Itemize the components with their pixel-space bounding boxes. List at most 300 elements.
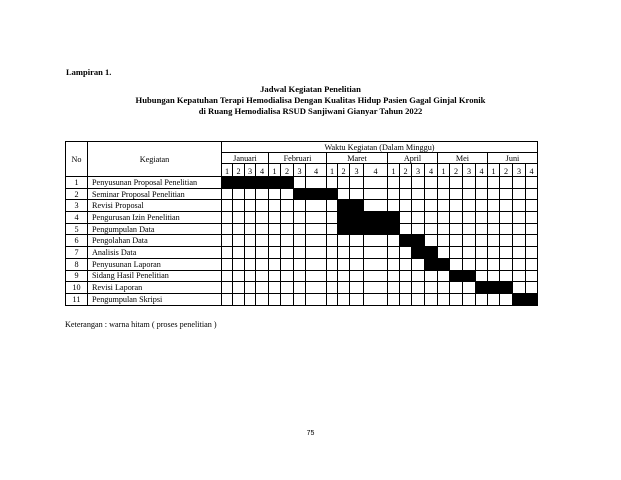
gantt-cell-filled — [488, 282, 500, 294]
gantt-cell — [281, 200, 294, 212]
gantt-cell — [327, 200, 338, 212]
gantt-cell — [294, 270, 306, 282]
gantt-cell-filled — [233, 177, 245, 189]
gantt-cell — [388, 258, 400, 270]
gantt-cell — [438, 223, 450, 235]
gantt-cell — [476, 293, 488, 305]
gantt-cell — [364, 200, 388, 212]
row-number: 8 — [66, 258, 88, 270]
header-week: 2 — [281, 164, 294, 177]
gantt-cell — [400, 177, 412, 189]
gantt-cell — [256, 188, 269, 200]
gantt-cell — [513, 223, 526, 235]
header-week: 3 — [513, 164, 526, 177]
gantt-cell-filled — [425, 258, 438, 270]
gantt-cell — [269, 223, 281, 235]
gantt-cell — [388, 188, 400, 200]
gantt-cell — [526, 282, 538, 294]
gantt-cell — [256, 258, 269, 270]
gantt-cell — [450, 212, 463, 224]
gantt-cell — [364, 282, 388, 294]
gantt-cell — [256, 247, 269, 259]
gantt-cell — [412, 293, 425, 305]
gantt-cell — [500, 270, 513, 282]
gantt-cell-filled — [526, 293, 538, 305]
gantt-cell-filled — [338, 212, 350, 224]
gantt-cell — [388, 270, 400, 282]
gantt-cell — [425, 177, 438, 189]
row-number: 9 — [66, 270, 88, 282]
gantt-cell — [438, 200, 450, 212]
gantt-cell — [306, 282, 327, 294]
gantt-cell — [400, 293, 412, 305]
gantt-cell — [412, 258, 425, 270]
gantt-cell — [450, 235, 463, 247]
header-week: 3 — [412, 164, 425, 177]
header-no: No — [66, 142, 88, 177]
gantt-cell — [294, 223, 306, 235]
gantt-cell — [306, 235, 327, 247]
gantt-cell — [233, 270, 245, 282]
gantt-cell — [476, 235, 488, 247]
gantt-cell — [256, 235, 269, 247]
gantt-cell — [513, 200, 526, 212]
gantt-cell — [463, 282, 476, 294]
row-number: 7 — [66, 247, 88, 259]
gantt-cell-filled — [294, 188, 306, 200]
gantt-cell — [476, 247, 488, 259]
gantt-cell — [338, 270, 350, 282]
gantt-cell — [306, 223, 327, 235]
gantt-cell-filled — [350, 212, 364, 224]
gantt-cell — [294, 293, 306, 305]
gantt-cell — [327, 235, 338, 247]
gantt-cell — [350, 282, 364, 294]
gantt-cell — [513, 247, 526, 259]
gantt-cell — [500, 293, 513, 305]
gantt-cell — [233, 235, 245, 247]
gantt-cell-filled — [388, 223, 400, 235]
gantt-cell — [269, 293, 281, 305]
header-week: 4 — [306, 164, 327, 177]
gantt-cell — [245, 270, 256, 282]
gantt-cell — [526, 258, 538, 270]
gantt-cell — [294, 247, 306, 259]
gantt-cell — [438, 235, 450, 247]
gantt-cell — [425, 270, 438, 282]
gantt-cell — [327, 270, 338, 282]
gantt-cell — [513, 212, 526, 224]
header-week: 4 — [425, 164, 438, 177]
gantt-cell — [233, 247, 245, 259]
gantt-cell-filled — [450, 270, 463, 282]
gantt-cell-filled — [388, 212, 400, 224]
gantt-cell — [281, 235, 294, 247]
gantt-cell-filled — [338, 223, 350, 235]
gantt-cell — [400, 282, 412, 294]
gantt-cell — [450, 258, 463, 270]
gantt-cell — [500, 188, 513, 200]
header-week: 3 — [294, 164, 306, 177]
gantt-cell — [412, 212, 425, 224]
header-week: 2 — [450, 164, 463, 177]
gantt-cell — [245, 293, 256, 305]
gantt-cell — [450, 188, 463, 200]
gantt-cell — [526, 223, 538, 235]
gantt-cell — [425, 235, 438, 247]
row-activity: Revisi Laporan — [88, 282, 222, 294]
gantt-cell — [388, 177, 400, 189]
header-month: Mei — [438, 153, 488, 164]
gantt-cell — [438, 247, 450, 259]
gantt-cell — [350, 293, 364, 305]
gantt-cell — [222, 212, 233, 224]
gantt-cell — [233, 282, 245, 294]
gantt-cell-filled — [425, 247, 438, 259]
table-row — [66, 258, 538, 270]
gantt-cell — [388, 247, 400, 259]
gantt-cell — [306, 293, 327, 305]
gantt-cell — [438, 293, 450, 305]
gantt-cell — [327, 293, 338, 305]
gantt-cell-filled — [500, 282, 513, 294]
row-activity: Penyusunan Laporan — [88, 258, 222, 270]
gantt-cell — [350, 247, 364, 259]
row-number: 10 — [66, 282, 88, 294]
table-row — [66, 270, 538, 282]
gantt-cell — [438, 177, 450, 189]
gantt-cell — [256, 223, 269, 235]
gantt-cell — [412, 282, 425, 294]
gantt-cell — [438, 282, 450, 294]
gantt-cell — [245, 200, 256, 212]
row-activity: Analisis Data — [88, 247, 222, 259]
gantt-cell — [233, 188, 245, 200]
gantt-cell — [463, 212, 476, 224]
gantt-cell — [350, 258, 364, 270]
table-row — [66, 293, 538, 305]
gantt-cell — [245, 223, 256, 235]
table-row — [66, 235, 538, 247]
gantt-cell — [476, 212, 488, 224]
gantt-cell — [245, 247, 256, 259]
gantt-cell — [364, 235, 388, 247]
row-activity: Sidang Hasil Penelitian — [88, 270, 222, 282]
table-row — [66, 247, 538, 259]
gantt-cell — [338, 235, 350, 247]
gantt-cell — [488, 188, 500, 200]
row-activity: Pengumpulan Data — [88, 223, 222, 235]
gantt-cell — [500, 200, 513, 212]
document-title — [0, 84, 621, 117]
gantt-cell — [222, 247, 233, 259]
gantt-cell-filled — [412, 247, 425, 259]
gantt-cell — [513, 177, 526, 189]
gantt-cell — [388, 282, 400, 294]
gantt-cell — [412, 177, 425, 189]
gantt-cell — [364, 270, 388, 282]
gantt-cell — [400, 223, 412, 235]
gantt-cell — [350, 188, 364, 200]
gantt-cell — [526, 247, 538, 259]
gantt-cell — [450, 247, 463, 259]
gantt-cell — [281, 282, 294, 294]
gantt-cell — [222, 223, 233, 235]
gantt-cell — [476, 188, 488, 200]
row-number: 4 — [66, 212, 88, 224]
gantt-cell — [233, 223, 245, 235]
header-week: 4 — [364, 164, 388, 177]
header-week: 1 — [438, 164, 450, 177]
gantt-cell — [294, 177, 306, 189]
gantt-cell — [338, 188, 350, 200]
header-week: 1 — [327, 164, 338, 177]
gantt-cell — [364, 177, 388, 189]
gantt-cell-filled — [338, 200, 350, 212]
header-week: 2 — [338, 164, 350, 177]
gantt-cell — [450, 177, 463, 189]
gantt-cell — [425, 212, 438, 224]
gantt-cell — [463, 188, 476, 200]
gantt-cell — [281, 223, 294, 235]
gantt-cell — [338, 258, 350, 270]
gantt-cell — [269, 247, 281, 259]
gantt-cell — [256, 200, 269, 212]
gantt-cell — [450, 223, 463, 235]
gantt-cell — [438, 188, 450, 200]
gantt-cell — [222, 282, 233, 294]
gantt-cell — [476, 270, 488, 282]
gantt-cell — [364, 247, 388, 259]
gantt-cell-filled — [256, 177, 269, 189]
gantt-cell — [500, 177, 513, 189]
gantt-cell — [338, 282, 350, 294]
gantt-cell — [513, 270, 526, 282]
gantt-cell — [388, 235, 400, 247]
gantt-cell — [327, 212, 338, 224]
gantt-cell — [269, 235, 281, 247]
gantt-cell — [400, 247, 412, 259]
gantt-cell — [327, 247, 338, 259]
gantt-cell — [463, 200, 476, 212]
gantt-cell — [526, 212, 538, 224]
gantt-cell — [256, 293, 269, 305]
gantt-cell — [350, 270, 364, 282]
gantt-cell — [233, 258, 245, 270]
gantt-cell — [500, 247, 513, 259]
header-week: 1 — [269, 164, 281, 177]
header-week: 1 — [388, 164, 400, 177]
gantt-cell — [222, 235, 233, 247]
gantt-cell — [425, 200, 438, 212]
gantt-cell — [463, 258, 476, 270]
header-week: 2 — [233, 164, 245, 177]
header-month: Juni — [488, 153, 538, 164]
header-week: 4 — [476, 164, 488, 177]
gantt-cell-filled — [400, 235, 412, 247]
gantt-cell-filled — [350, 200, 364, 212]
gantt-cell — [233, 293, 245, 305]
row-number: 2 — [66, 188, 88, 200]
row-activity: Penyusunan Proposal Penelitian — [88, 177, 222, 189]
gantt-cell — [463, 223, 476, 235]
row-activity: Pengolahan Data — [88, 235, 222, 247]
table-row — [66, 223, 538, 235]
gantt-cell — [245, 235, 256, 247]
header-week: 4 — [256, 164, 269, 177]
gantt-cell — [526, 270, 538, 282]
header-month: Januari — [222, 153, 269, 164]
gantt-cell — [488, 200, 500, 212]
gantt-cell — [350, 235, 364, 247]
gantt-cell — [269, 282, 281, 294]
gantt-cell — [327, 177, 338, 189]
gantt-cell — [488, 235, 500, 247]
legend-note: Keterangan : warna hitam ( proses penelitian ) — [65, 320, 217, 329]
gantt-cell-filled — [438, 258, 450, 270]
gantt-cell — [412, 200, 425, 212]
gantt-cell — [388, 200, 400, 212]
gantt-cell — [513, 188, 526, 200]
gantt-cell — [476, 223, 488, 235]
gantt-cell — [400, 200, 412, 212]
gantt-cell — [281, 270, 294, 282]
gantt-cell — [526, 188, 538, 200]
gantt-cell — [488, 212, 500, 224]
gantt-cell — [245, 188, 256, 200]
gantt-cell — [488, 293, 500, 305]
header-waktu-kegiatan: Waktu Kegiatan (Dalam Minggu) — [222, 142, 538, 153]
header-week: 3 — [463, 164, 476, 177]
gantt-cell — [327, 223, 338, 235]
gantt-cell — [269, 212, 281, 224]
header-week: 3 — [350, 164, 364, 177]
gantt-cell — [222, 188, 233, 200]
gantt-cell-filled — [269, 177, 281, 189]
schedule-table — [65, 141, 538, 306]
gantt-cell — [245, 282, 256, 294]
gantt-cell — [438, 212, 450, 224]
gantt-cell — [222, 200, 233, 212]
gantt-cell-filled — [364, 212, 388, 224]
gantt-cell-filled — [350, 223, 364, 235]
table-row — [66, 200, 538, 212]
gantt-cell — [338, 293, 350, 305]
gantt-cell — [450, 200, 463, 212]
gantt-cell-filled — [281, 177, 294, 189]
gantt-cell — [294, 258, 306, 270]
gantt-cell-filled — [327, 188, 338, 200]
gantt-cell — [526, 235, 538, 247]
title-line-1: Jadwal Kegiatan Penelitian — [260, 84, 361, 94]
gantt-cell-filled — [476, 282, 488, 294]
gantt-cell — [513, 282, 526, 294]
gantt-cell — [281, 293, 294, 305]
gantt-cell — [256, 282, 269, 294]
gantt-cell — [500, 223, 513, 235]
page-number: 75 — [306, 430, 315, 437]
gantt-cell — [425, 282, 438, 294]
gantt-cell — [388, 293, 400, 305]
gantt-cell — [488, 223, 500, 235]
gantt-cell — [500, 212, 513, 224]
gantt-cell — [306, 247, 327, 259]
gantt-cell — [488, 258, 500, 270]
gantt-cell — [463, 177, 476, 189]
gantt-cell — [281, 188, 294, 200]
gantt-cell — [450, 282, 463, 294]
gantt-cell — [364, 293, 388, 305]
table-row — [66, 177, 538, 189]
gantt-cell — [245, 258, 256, 270]
gantt-cell — [327, 282, 338, 294]
gantt-cell — [306, 200, 327, 212]
gantt-cell — [306, 258, 327, 270]
gantt-cell-filled — [222, 177, 233, 189]
gantt-cell — [412, 188, 425, 200]
gantt-cell — [438, 270, 450, 282]
header-month: Maret — [327, 153, 388, 164]
gantt-cell — [513, 258, 526, 270]
gantt-cell — [222, 258, 233, 270]
gantt-cell — [513, 235, 526, 247]
appendix-label: Lampiran 1. — [66, 67, 112, 77]
gantt-cell — [425, 188, 438, 200]
gantt-cell — [488, 247, 500, 259]
gantt-cell — [306, 270, 327, 282]
gantt-cell — [412, 270, 425, 282]
gantt-cell — [338, 177, 350, 189]
gantt-cell — [294, 212, 306, 224]
gantt-cell — [463, 235, 476, 247]
gantt-cell — [412, 223, 425, 235]
gantt-cell — [281, 247, 294, 259]
header-kegiatan: Kegiatan — [88, 142, 222, 177]
gantt-cell — [327, 258, 338, 270]
gantt-cell — [294, 235, 306, 247]
gantt-cell — [338, 247, 350, 259]
row-number: 1 — [66, 177, 88, 189]
gantt-cell — [269, 270, 281, 282]
gantt-cell — [463, 247, 476, 259]
table-row — [66, 282, 538, 294]
gantt-cell — [269, 200, 281, 212]
gantt-cell — [281, 258, 294, 270]
header-week: 1 — [222, 164, 233, 177]
gantt-cell — [450, 293, 463, 305]
gantt-cell — [256, 270, 269, 282]
header-week: 4 — [526, 164, 538, 177]
header-week: 2 — [400, 164, 412, 177]
gantt-cell-filled — [463, 270, 476, 282]
gantt-cell — [364, 258, 388, 270]
header-week: 3 — [245, 164, 256, 177]
gantt-cell — [400, 188, 412, 200]
table-row — [66, 212, 538, 224]
gantt-cell — [350, 177, 364, 189]
gantt-cell — [281, 212, 294, 224]
title-line-2: Hubungan Kepatuhan Terapi Hemodialisa Dengan Kualitas Hidup Pasien Gagal Ginjal Kronik — [135, 95, 486, 105]
gantt-cell — [233, 200, 245, 212]
gantt-cell — [425, 223, 438, 235]
gantt-cell-filled — [513, 293, 526, 305]
gantt-cell — [500, 235, 513, 247]
gantt-cell — [269, 188, 281, 200]
gantt-cell — [476, 200, 488, 212]
header-week: 1 — [488, 164, 500, 177]
gantt-cell — [222, 293, 233, 305]
gantt-cell — [245, 212, 256, 224]
